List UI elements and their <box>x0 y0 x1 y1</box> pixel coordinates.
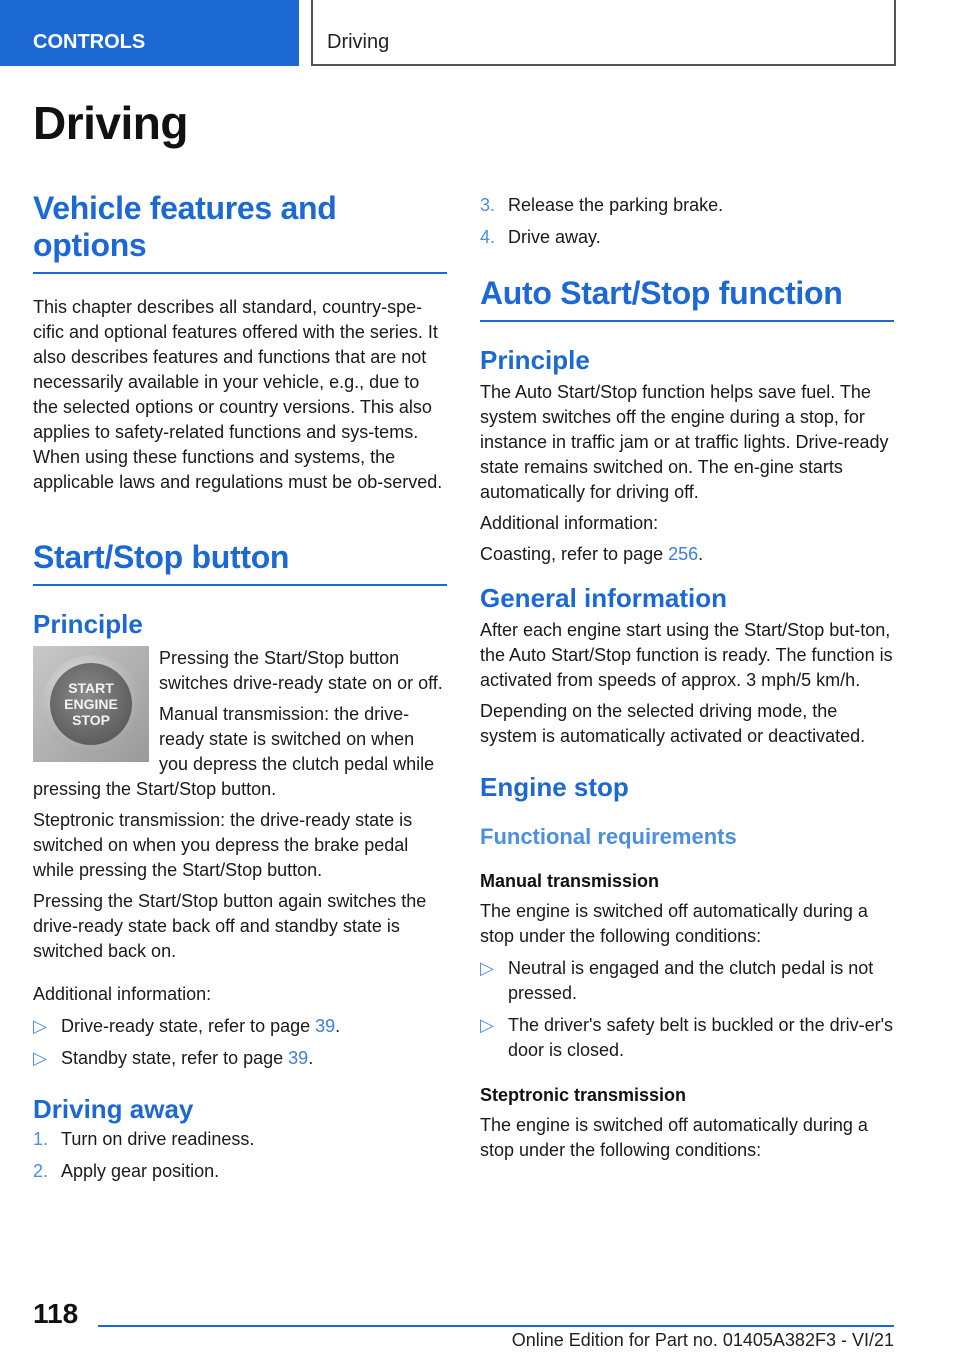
step-number: 3. <box>480 195 496 215</box>
list-item <box>480 1013 894 1063</box>
bullet-end: . <box>308 1048 314 1068</box>
page-number: 118 <box>33 1298 79 1329</box>
manual-conditions-list <box>480 956 894 1063</box>
step-number: 1. <box>33 1129 49 1149</box>
vehicle-features-text: This chapter describes all standard, country-spe-cific and optional features offered with the series. It also describes features and functions that are not necessarily available in your vehicle, e.g., due to the selected options or country versions. This also applies to safety-related functions and sys-tems. When using these functions and systems, the applicable laws and regulations must be ob-served. <box>33 297 443 492</box>
vehicle-features-heading: Vehicle features and options <box>33 190 447 274</box>
footer-divider <box>98 1325 894 1327</box>
start-stop-button-face <box>50 663 132 745</box>
list-item <box>33 1127 447 1152</box>
start-stop-button-image <box>33 646 149 762</box>
list-item <box>33 1014 447 1039</box>
step-text: Turn on drive readiness. <box>61 1129 255 1149</box>
coasting-end: . <box>698 544 704 564</box>
step-text: Drive away. <box>508 227 601 247</box>
left-column <box>33 190 447 1184</box>
header-chapter-label: Driving <box>327 31 390 53</box>
header-section-label: CONTROLS <box>33 31 146 53</box>
start-stop-bullet-list <box>33 1014 447 1071</box>
functional-requirements-heading: Functional requirements <box>480 824 737 849</box>
triangle-bullet-icon: ▷ <box>33 1048 47 1068</box>
bullet-text: The driver's safety belt is buckled or the driv-er's door is closed. <box>508 1015 894 1060</box>
start-stop-button-ring <box>42 655 140 753</box>
list-item <box>33 1046 447 1071</box>
start-stop-additional-label: Additional information: <box>33 984 212 1004</box>
general-info-heading: General information <box>480 583 728 613</box>
auto-principle-text: The Auto Start/Stop function helps save fuel. The system switches off the engine during a stop, for instance in traffic jam or at traffic lights. Drive-ready state remains switched on. The en-gine starts automatically for driving off. <box>480 382 889 502</box>
step-number: 2. <box>33 1161 49 1181</box>
start-stop-heading: Start/Stop button <box>33 539 447 586</box>
step-text: Apply gear position. <box>61 1161 220 1181</box>
page-link[interactable]: 39 <box>315 1016 336 1036</box>
driving-away-steps <box>33 1127 447 1184</box>
right-column <box>480 190 894 1163</box>
header-section-tab <box>0 0 299 66</box>
list-item <box>480 193 894 218</box>
start-stop-button-label: START ENGINE STOP <box>64 680 118 728</box>
start-stop-p2: Manual transmission: the drive-ready state is switched on when you depress the clutch pedal while pressing the Start/Stop button. <box>33 704 435 799</box>
driving-away-heading: Driving away <box>33 1094 194 1124</box>
manual-transmission-heading: Manual transmission <box>480 871 660 891</box>
bullet-end: . <box>335 1016 341 1036</box>
start-stop-principle-block <box>33 646 447 802</box>
bullet-text: Neutral is engaged and the clutch pedal is not pressed. <box>508 958 874 1003</box>
steptronic-transmission-text: The engine is switched off automatically during a stop under the following conditions: <box>480 1115 868 1160</box>
auto-additional-label: Additional information: <box>480 513 659 533</box>
auto-coasting-ref <box>480 542 894 567</box>
steptronic-transmission-heading: Steptronic transmission <box>480 1085 687 1105</box>
start-stop-p1: Pressing the Start/Stop button switches drive-ready state on or off. <box>159 648 443 693</box>
triangle-bullet-icon: ▷ <box>33 1016 47 1036</box>
page-link[interactable]: 39 <box>288 1048 309 1068</box>
list-item <box>33 1159 447 1184</box>
coasting-text: Coasting, refer to page <box>480 544 669 564</box>
auto-principle-heading: Principle <box>480 345 590 375</box>
engine-stop-heading: Engine stop <box>480 772 629 802</box>
manual-transmission-text: The engine is switched off automatically during a stop under the following conditions: <box>480 901 868 946</box>
general-info-p1: After each engine start using the Start/Stop but-ton, the Auto Start/Stop function is ready. The function is activated from speeds of approx. 3 mph/5 km/h. <box>480 620 893 690</box>
bullet-text: Standby state, refer to page <box>61 1048 289 1068</box>
step-number: 4. <box>480 227 496 247</box>
triangle-bullet-icon: ▷ <box>480 1015 494 1035</box>
triangle-bullet-icon: ▷ <box>480 958 494 978</box>
list-item <box>480 225 894 250</box>
auto-start-stop-heading: Auto Start/Stop function <box>480 275 894 322</box>
header-chapter-tab <box>311 0 896 66</box>
start-stop-p4: Pressing the Start/Stop button again switches the drive-ready state back off and standby state is switched back on. <box>33 891 427 961</box>
start-stop-principle-heading: Principle <box>33 609 143 639</box>
driving-away-steps-continued <box>480 193 894 250</box>
page-title: Driving <box>33 97 188 149</box>
list-item <box>480 956 894 1006</box>
general-info-p2: Depending on the selected driving mode, the system is automatically activated or deactivated. <box>480 701 866 746</box>
bullet-text: Drive-ready state, refer to page <box>61 1016 316 1036</box>
start-stop-p3: Steptronic transmission: the drive-ready state is switched on when you depress the brake pedal while pressing the Start/Stop button. <box>33 810 413 880</box>
page-link[interactable]: 256 <box>668 544 699 564</box>
footer-edition: Online Edition for Part no. 01405A382F3 - VI/21 <box>511 1330 894 1350</box>
step-text: Release the parking brake. <box>508 195 724 215</box>
